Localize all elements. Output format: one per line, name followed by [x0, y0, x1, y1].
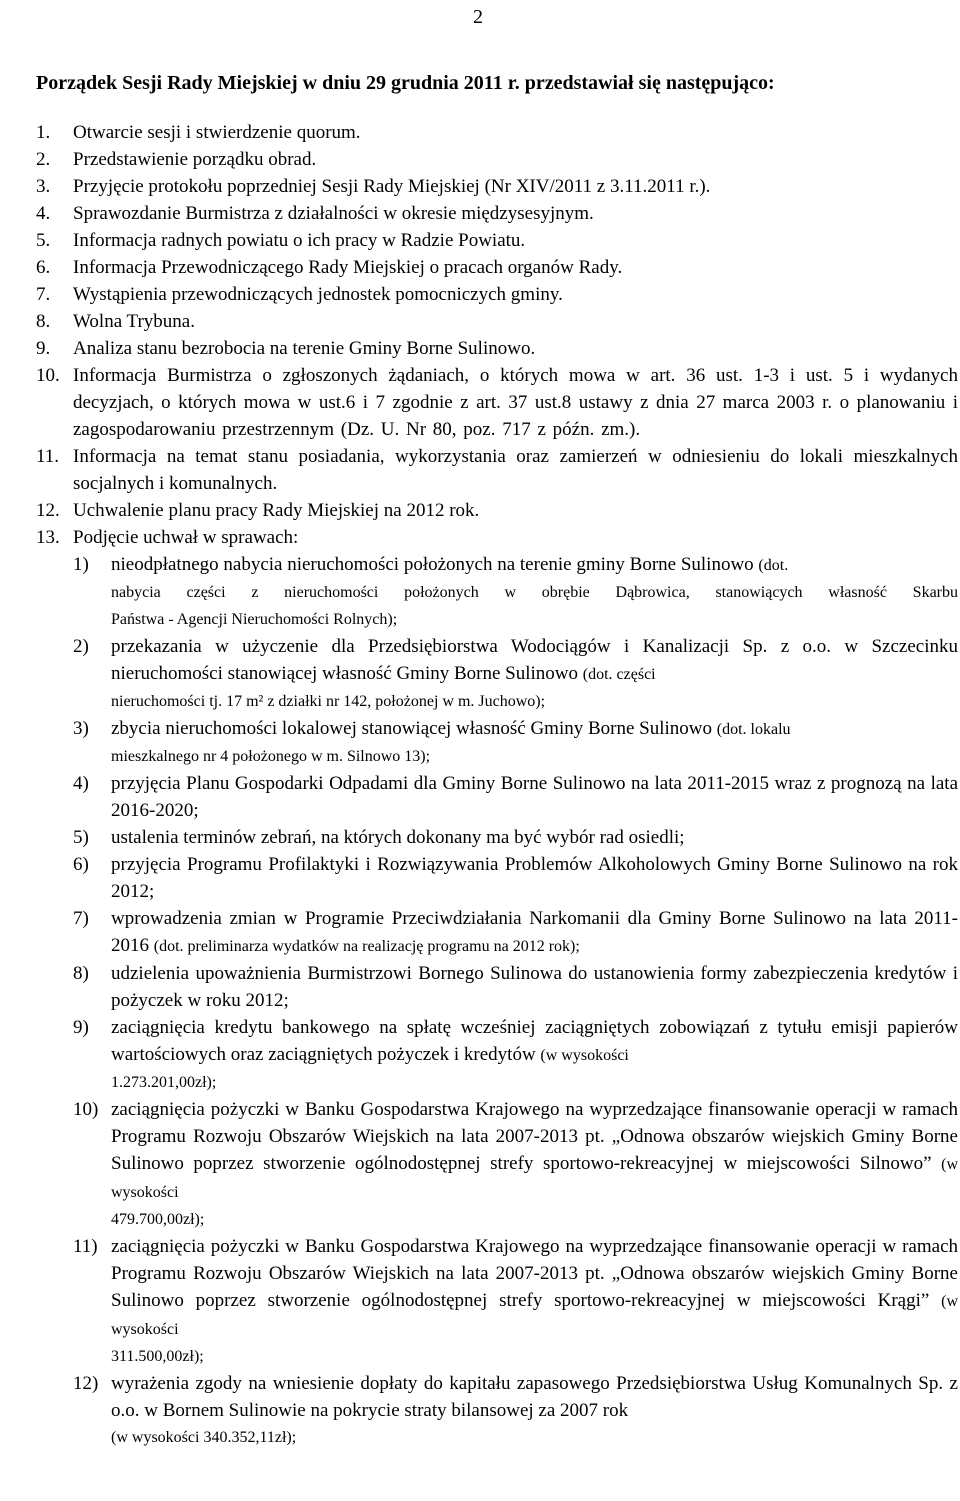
subitem-body — [111, 770, 958, 824]
subitem-text: udzielenia upoważnienia Burmistrzowi Bornego Sulinowa do ustanowienia formy zabezpieczenia kredytów i pożyczek w roku 2012; — [111, 963, 958, 1011]
list-item — [36, 146, 958, 173]
subitem — [73, 770, 958, 824]
list-item — [36, 173, 958, 200]
subitem-note: nieruchomości tj. 17 m² z działki nr 142, położonej w m. Juchowo); — [111, 693, 546, 710]
subitem-text: przyjęcia Planu Gospodarki Odpadami dla Gminy Borne Sulinowo na lata 2011-2015 wraz z prognozą na lata 2016-2020; — [111, 773, 958, 821]
subitem — [73, 824, 958, 851]
list-item — [36, 200, 958, 227]
item-number: 1. — [36, 122, 51, 143]
subitem-text: zbycia nieruchomości lokalowej stanowiącej własność Gminy Borne Sulinowo — [111, 718, 713, 739]
item-text: Sprawozdanie Burmistrza z działalności w okresie międzysesyjnym. — [73, 203, 594, 224]
subitem-number: 6) — [73, 854, 89, 875]
subitem — [73, 551, 958, 633]
subitem-number: 4) — [73, 773, 89, 794]
subitem-text: przyjęcia Programu Profilaktyki i Rozwiązywania Problemów Alkoholowych Gminy Borne Sulinowo na rok 2012; — [111, 854, 958, 902]
subitem-body — [111, 633, 958, 715]
list-item — [36, 281, 958, 308]
subitem-number: 1) — [73, 554, 89, 575]
item-number: 5. — [36, 230, 51, 251]
subitem-note: (dot. części — [582, 666, 656, 683]
subitem-note: (w wysokości — [111, 1156, 959, 1201]
subitem-note: 479.700,00zł); — [111, 1211, 205, 1228]
subitem-note: (w wysokości — [540, 1047, 629, 1064]
item-text: Informacja Przewodniczącego Rady Miejskiej o pracach organów Rady. — [73, 257, 623, 278]
subitem — [73, 1370, 958, 1451]
list-item — [36, 119, 958, 146]
item-number: 4. — [36, 203, 51, 224]
subitem — [73, 1233, 958, 1370]
subitem-text: nieodpłatnego nabycia nieruchomości położonych na terenie gminy Borne Sulinowo — [111, 554, 754, 575]
item-text: Otwarcie sesji i stwierdzenie quorum. — [73, 122, 361, 143]
subitem-note: nabycia części z nieruchomości położonych w obrębie Dąbrowica, stanowiących własność Skarbu — [111, 584, 958, 601]
list-item — [36, 362, 958, 443]
subitem — [73, 851, 958, 905]
item-text: Przyjęcie protokołu poprzedniej Sesji Rady Miejskiej (Nr XIV/2011 z 3.11.2011 r.). — [73, 176, 711, 197]
subitem-text: wyrażenia zgody na wniesienie dopłaty do kapitału zapasowego Przedsiębiorstwa Usług Komunalnych Sp. z o.o. w Bornem Sulinowie na pokrycie straty bilansowej za 2007 rok — [111, 1373, 958, 1421]
subitem-note: (dot. preliminarza wydatków na realizację programu na 2012 rok); — [153, 938, 580, 955]
item-text: Informacja radnych powiatu o ich pracy w Radzie Powiatu. — [73, 230, 526, 251]
subitem-number: 9) — [73, 1017, 89, 1038]
item-number: 3. — [36, 176, 51, 197]
subitem-text: wprowadzenia zmian w Programie Przeciwdziałania Narkomanii dla Gminy Borne Sulinowo na lata 2011-2016 — [111, 908, 958, 956]
item-text: Przedstawienie porządku obrad. — [73, 149, 317, 170]
subitem-text: zaciągnięcia pożyczki w Banku Gospodarstwa Krajowego na wyprzedzające finansowanie operacji w ramach Programu Rozwoju Obszarów Wiejskich na lata 2007-2013 pt. „Odnowa obszarów wiejskich Gminy Borne Sulinowo poprzez stworzenie ogólnodostępnej strefy sportowo-rekreacyjnej w miejscowości Krągi” — [111, 1236, 958, 1311]
subitem — [73, 905, 958, 960]
subitem-note: 1.273.201,00zł); — [111, 1074, 217, 1091]
item-number: 6. — [36, 257, 51, 278]
subitem-note: (w wysokości 340.352,11zł); — [111, 1429, 297, 1446]
subitem-number: 7) — [73, 908, 89, 929]
list-item — [36, 254, 958, 281]
subitem-note: (w wysokości — [111, 1293, 958, 1338]
subitem-number: 2) — [73, 636, 89, 657]
page-title: Porządek Sesji Rady Miejskiej w dniu 29 grudnia 2011 r. przedstawiał się następująco: — [36, 72, 775, 94]
subitem-text: ustalenia terminów zebrań, na których dokonany ma być wybór rad osiedli; — [111, 827, 685, 848]
item-text: Wystąpienia przewodniczących jednostek pomocniczych gminy. — [73, 284, 563, 305]
subitem — [73, 1096, 958, 1233]
agenda-list — [36, 119, 958, 1451]
subitem — [73, 960, 958, 1014]
subitem-note: (dot. — [758, 557, 789, 574]
item-text: Informacja Burmistrza o zgłoszonych żądaniach, o których mowa w art. 36 ust. 1-3 i ust. 5 i wydanych decyzjach, o których mowa w ust.6 i 7 zgodnie z art. 37 ust.8 ustawy z dnia 27 marca 2003 r. o planowaniu i zagospodarowaniu przestrzennym (Dz. U. Nr 80, poz. 717 z późn. zm.). — [73, 365, 958, 440]
list-item — [36, 443, 958, 497]
item-number: 2. — [36, 149, 51, 170]
subitem-note: 311.500,00zł); — [111, 1348, 204, 1365]
item-number: 12. — [36, 500, 60, 521]
subitem-number: 10) — [73, 1099, 99, 1120]
item-number: 8. — [36, 311, 51, 332]
item-number: 9. — [36, 338, 51, 359]
subitem-body — [111, 1233, 958, 1370]
subitem-body — [111, 1096, 958, 1233]
subitem-body — [111, 715, 958, 770]
subitem-number: 12) — [73, 1373, 99, 1394]
item-number: 10. — [36, 365, 60, 386]
item-text: Podjęcie uchwał w sprawach: — [73, 527, 299, 548]
subitem-number: 8) — [73, 963, 89, 984]
subitem-text: zaciągnięcia kredytu bankowego na spłatę wcześniej zaciągniętych zobowiązań z tytułu emisji papierów wartościowych oraz zaciągniętych pożyczek i kredytów — [111, 1017, 958, 1065]
subitem-body — [111, 851, 958, 905]
item-text: Informacja na temat stanu posiadania, wykorzystania oraz zamierzeń w odniesieniu do lokali mieszkalnych socjalnych i komunalnych. — [73, 446, 958, 494]
subitem-note: mieszkalnego nr 4 położonego w m. Silnowo 13); — [111, 748, 431, 765]
page-number: 2 — [473, 6, 483, 28]
item-number: 11. — [36, 446, 60, 467]
subitem-number: 5) — [73, 827, 89, 848]
subitem-body — [111, 824, 958, 851]
item-text: Uchwalenie planu pracy Rady Miejskiej na 2012 rok. — [73, 500, 480, 521]
item-text: Wolna Trybuna. — [73, 311, 195, 332]
list-item — [36, 227, 958, 254]
subitem — [73, 1014, 958, 1096]
list-item — [36, 335, 958, 362]
subitem-body — [111, 1370, 958, 1451]
subitem-body — [111, 551, 958, 633]
subitem-note: Państwa - Agencji Nieruchomości Rolnych); — [111, 611, 398, 628]
subitem — [73, 715, 958, 770]
list-item — [36, 524, 958, 551]
item-number: 13. — [36, 527, 60, 548]
subitem-note: (dot. lokalu — [716, 721, 791, 738]
subitem-number: 11) — [73, 1236, 98, 1257]
subitem — [73, 633, 958, 715]
list-item — [36, 497, 958, 524]
subitem-text: zaciągnięcia pożyczki w Banku Gospodarstwa Krajowego na wyprzedzające finansowanie operacji w ramach Programu Rozwoju Obszarów Wiejskich na lata 2007-2013 pt. „Odnowa obszarów wiejskich Gminy Borne Sulinowo poprzez stworzenie ogólnodostępnej strefy sportowo-rekreacyjnej w miejscowości Silnowo” — [111, 1099, 958, 1174]
list-item — [36, 308, 958, 335]
subitem-body — [111, 1014, 958, 1096]
subitem-number: 3) — [73, 718, 89, 739]
subitem-text: przekazania w użyczenie dla Przedsiębiorstwa Wodociągów i Kanalizacji Sp. z o.o. w Szczecinku nieruchomości stanowiącej własność Gminy Borne Sulinowo — [111, 636, 958, 684]
subitem-body — [111, 960, 958, 1014]
item-number: 7. — [36, 284, 51, 305]
item-text: Analiza stanu bezrobocia na terenie Gminy Borne Sulinowo. — [73, 338, 536, 359]
subitem-body — [111, 905, 958, 960]
